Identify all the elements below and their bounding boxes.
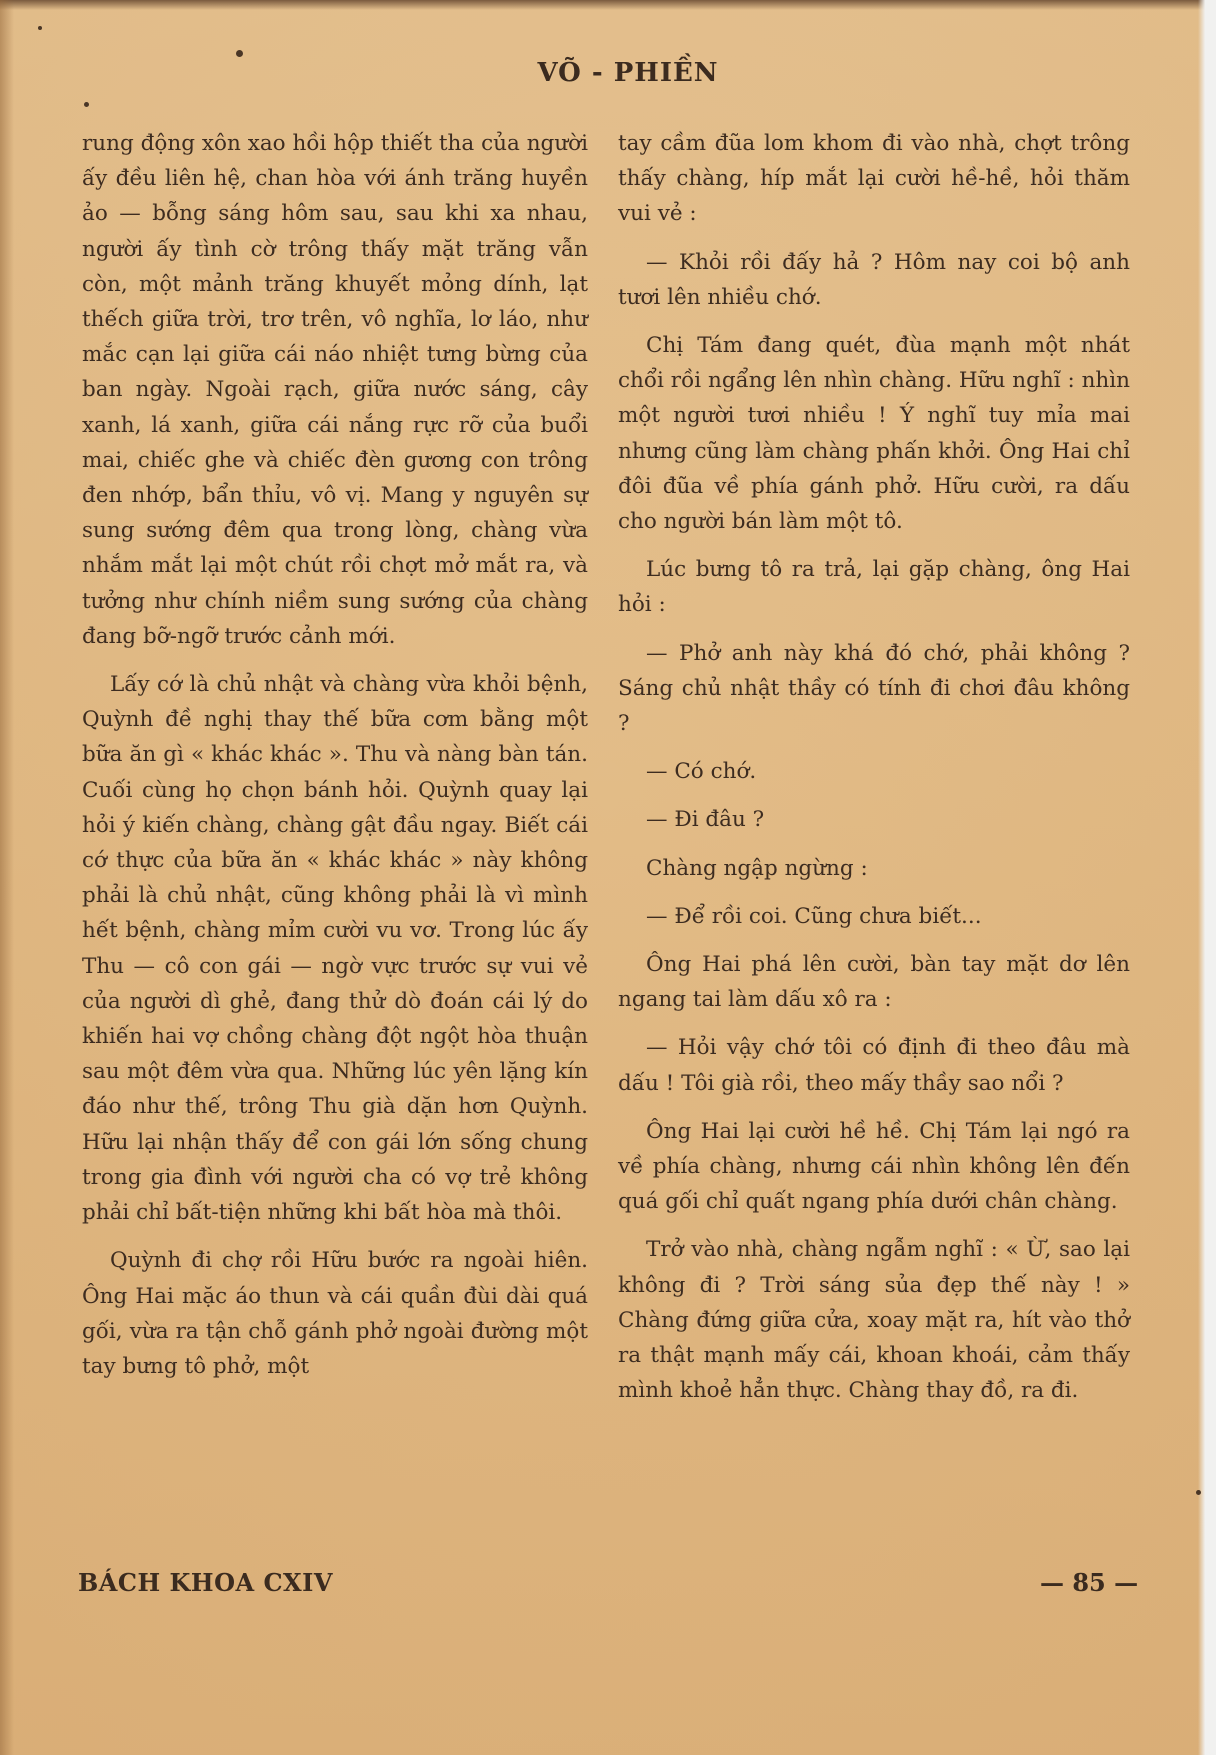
paragraph: Ông Hai phá lên cười, bàn tay mặt dơ lên ngang tai làm dấu xô ra : bbox=[618, 952, 1130, 1013]
running-title: VÕ - PHIỀN bbox=[537, 58, 719, 88]
dialogue-line: — Đi đâu ? bbox=[646, 807, 765, 833]
page-top-edge-shadow bbox=[0, 0, 1216, 10]
right-text-column bbox=[618, 126, 1130, 1422]
dialogue-line: — Để rồi coi. Cũng chưa biết... bbox=[646, 903, 982, 929]
dialogue-line: — Có chớ. bbox=[646, 759, 757, 785]
ink-speck bbox=[38, 26, 42, 30]
dialogue-line: — Phở anh này khá đó chớ, phải không ? Sáng chủ nhật thầy có tính đi chơi đâu không ? bbox=[618, 640, 1130, 737]
page-left-edge-shadow bbox=[0, 0, 14, 1755]
paragraph: Lấy cớ là chủ nhật và chàng vừa khỏi bệnh, Quỳnh đề nghị thay thế bữa cơm bằng một bữa ăn gì « khác khác ». Thu và nàng bàn tán. Cuối cùng họ chọn bánh hỏi. Quỳnh quay lại hỏi ý kiến chàng, chàng gật đầu ngay. Biết cái cớ thực của bữa ăn « khác khác » này không phải là chủ nhật, cũng không phải là vì mình hết bệnh, chàng mỉm cười vu vơ. Trong lúc ấy Thu — cô con gái — ngờ vực trước sự vui vẻ của người dì ghẻ, đang thử dò đoán cái lý do khiến hai vợ chồng chàng đột ngột hòa thuận sau một đêm vừa qua. Những lúc yên lặng kín đáo như thế, trông Thu già dặn hơn Quỳnh. Hữu lại nhận thấy để con gái lớn sống chung trong gia đình với người cha có vợ trẻ không phải chỉ bất-tiện những khi bất hòa mà thôi. bbox=[82, 672, 588, 1226]
page-number: — 85 — bbox=[1040, 1568, 1139, 1597]
ink-speck bbox=[84, 102, 89, 107]
paragraph: Trở vào nhà, chàng ngẫm nghĩ : « Ừ, sao lại không đi ? Trời sáng sủa đẹp thế này ! » Chàng đứng giữa cửa, xoay mặt ra, hít vào thở ra thật mạnh mấy cái, khoan khoái, cảm thấy mình khoẻ hẳn thực. Chàng thay đồ, ra đi. bbox=[618, 1237, 1130, 1404]
paragraph: Lúc bưng tô ra trả, lại gặp chàng, ông Hai hỏi : bbox=[618, 557, 1130, 618]
paragraph: Ông Hai lại cười hề hề. Chị Tám lại ngó ra về phía chàng, nhưng cái nhìn không lên đến quá gối chỉ quất ngang phía dưới chân chàng. bbox=[618, 1118, 1130, 1215]
left-text-column bbox=[82, 126, 588, 1397]
magazine-footer: BÁCH KHOA CXIV bbox=[78, 1568, 334, 1597]
paragraph: Quỳnh đi chợ rồi Hữu bước ra ngoài hiên. Ông Hai mặc áo thun và cái quần đùi dài quá gối, vừa ra tận chỗ gánh phở ngoài đường một tay bưng tô phở, một bbox=[82, 1248, 588, 1379]
paragraph: Chị Tám đang quét, đùa mạnh một nhát chổi rồi ngẩng lên nhìn chàng. Hữu nghĩ : nhìn một người tươi nhiều ! Ý nghĩ tuy mỉa mai nhưng cũng làm chàng phấn khởi. Ông Hai chỉ đôi đũa về phía gánh phở. Hữu cười, ra dấu cho người bán làm một tô. bbox=[618, 333, 1130, 535]
dialogue-line: — Khỏi rồi đấy hả ? Hôm nay coi bộ anh tươi lên nhiều chớ. bbox=[618, 249, 1130, 310]
paragraph: tay cầm đũa lom khom đi vào nhà, chợt trông thấy chàng, híp mắt lại cười hề-hề, hỏi thăm vui vẻ : bbox=[618, 131, 1130, 227]
dialogue-line: — Hỏi vậy chớ tôi có định đi theo đâu mà dấu ! Tôi già rồi, theo mấy thầy sao nổi ? bbox=[618, 1035, 1130, 1096]
paragraph: rung động xôn xao hồi hộp thiết tha của người ấy đều liên hệ, chan hòa với ánh trăng huyền ảo — bỗng sáng hôm sau, sau khi xa nhau, người ấy tình cờ trông thấy mặt trăng vẫn còn, một mảnh trăng khuyết mỏng dính, lạt thếch giữa trời, trơ trên, vô nghĩa, lơ láo, như mắc cạn lại giữa cái náo nhiệt tưng bừng của ban ngày. Ngoài rạch, giữa nước sáng, cây xanh, lá xanh, giữa cái nắng rực rỡ của buổi mai, chiếc ghe và chiếc đèn gương con trông đen nhớp, bẩn thỉu, vô vị. Mang y nguyên sự sung sướng đêm qua trong lòng, chàng vừa nhắm mắt lại một chút rồi chợt mở mắt ra, và tưởng như chính niềm sung sướng của chàng đang bỡ-ngỡ trước cảnh mới. bbox=[82, 131, 588, 649]
ink-speck bbox=[236, 50, 243, 57]
ink-speck bbox=[1196, 1490, 1201, 1495]
paragraph: Chàng ngập ngừng : bbox=[646, 855, 868, 881]
